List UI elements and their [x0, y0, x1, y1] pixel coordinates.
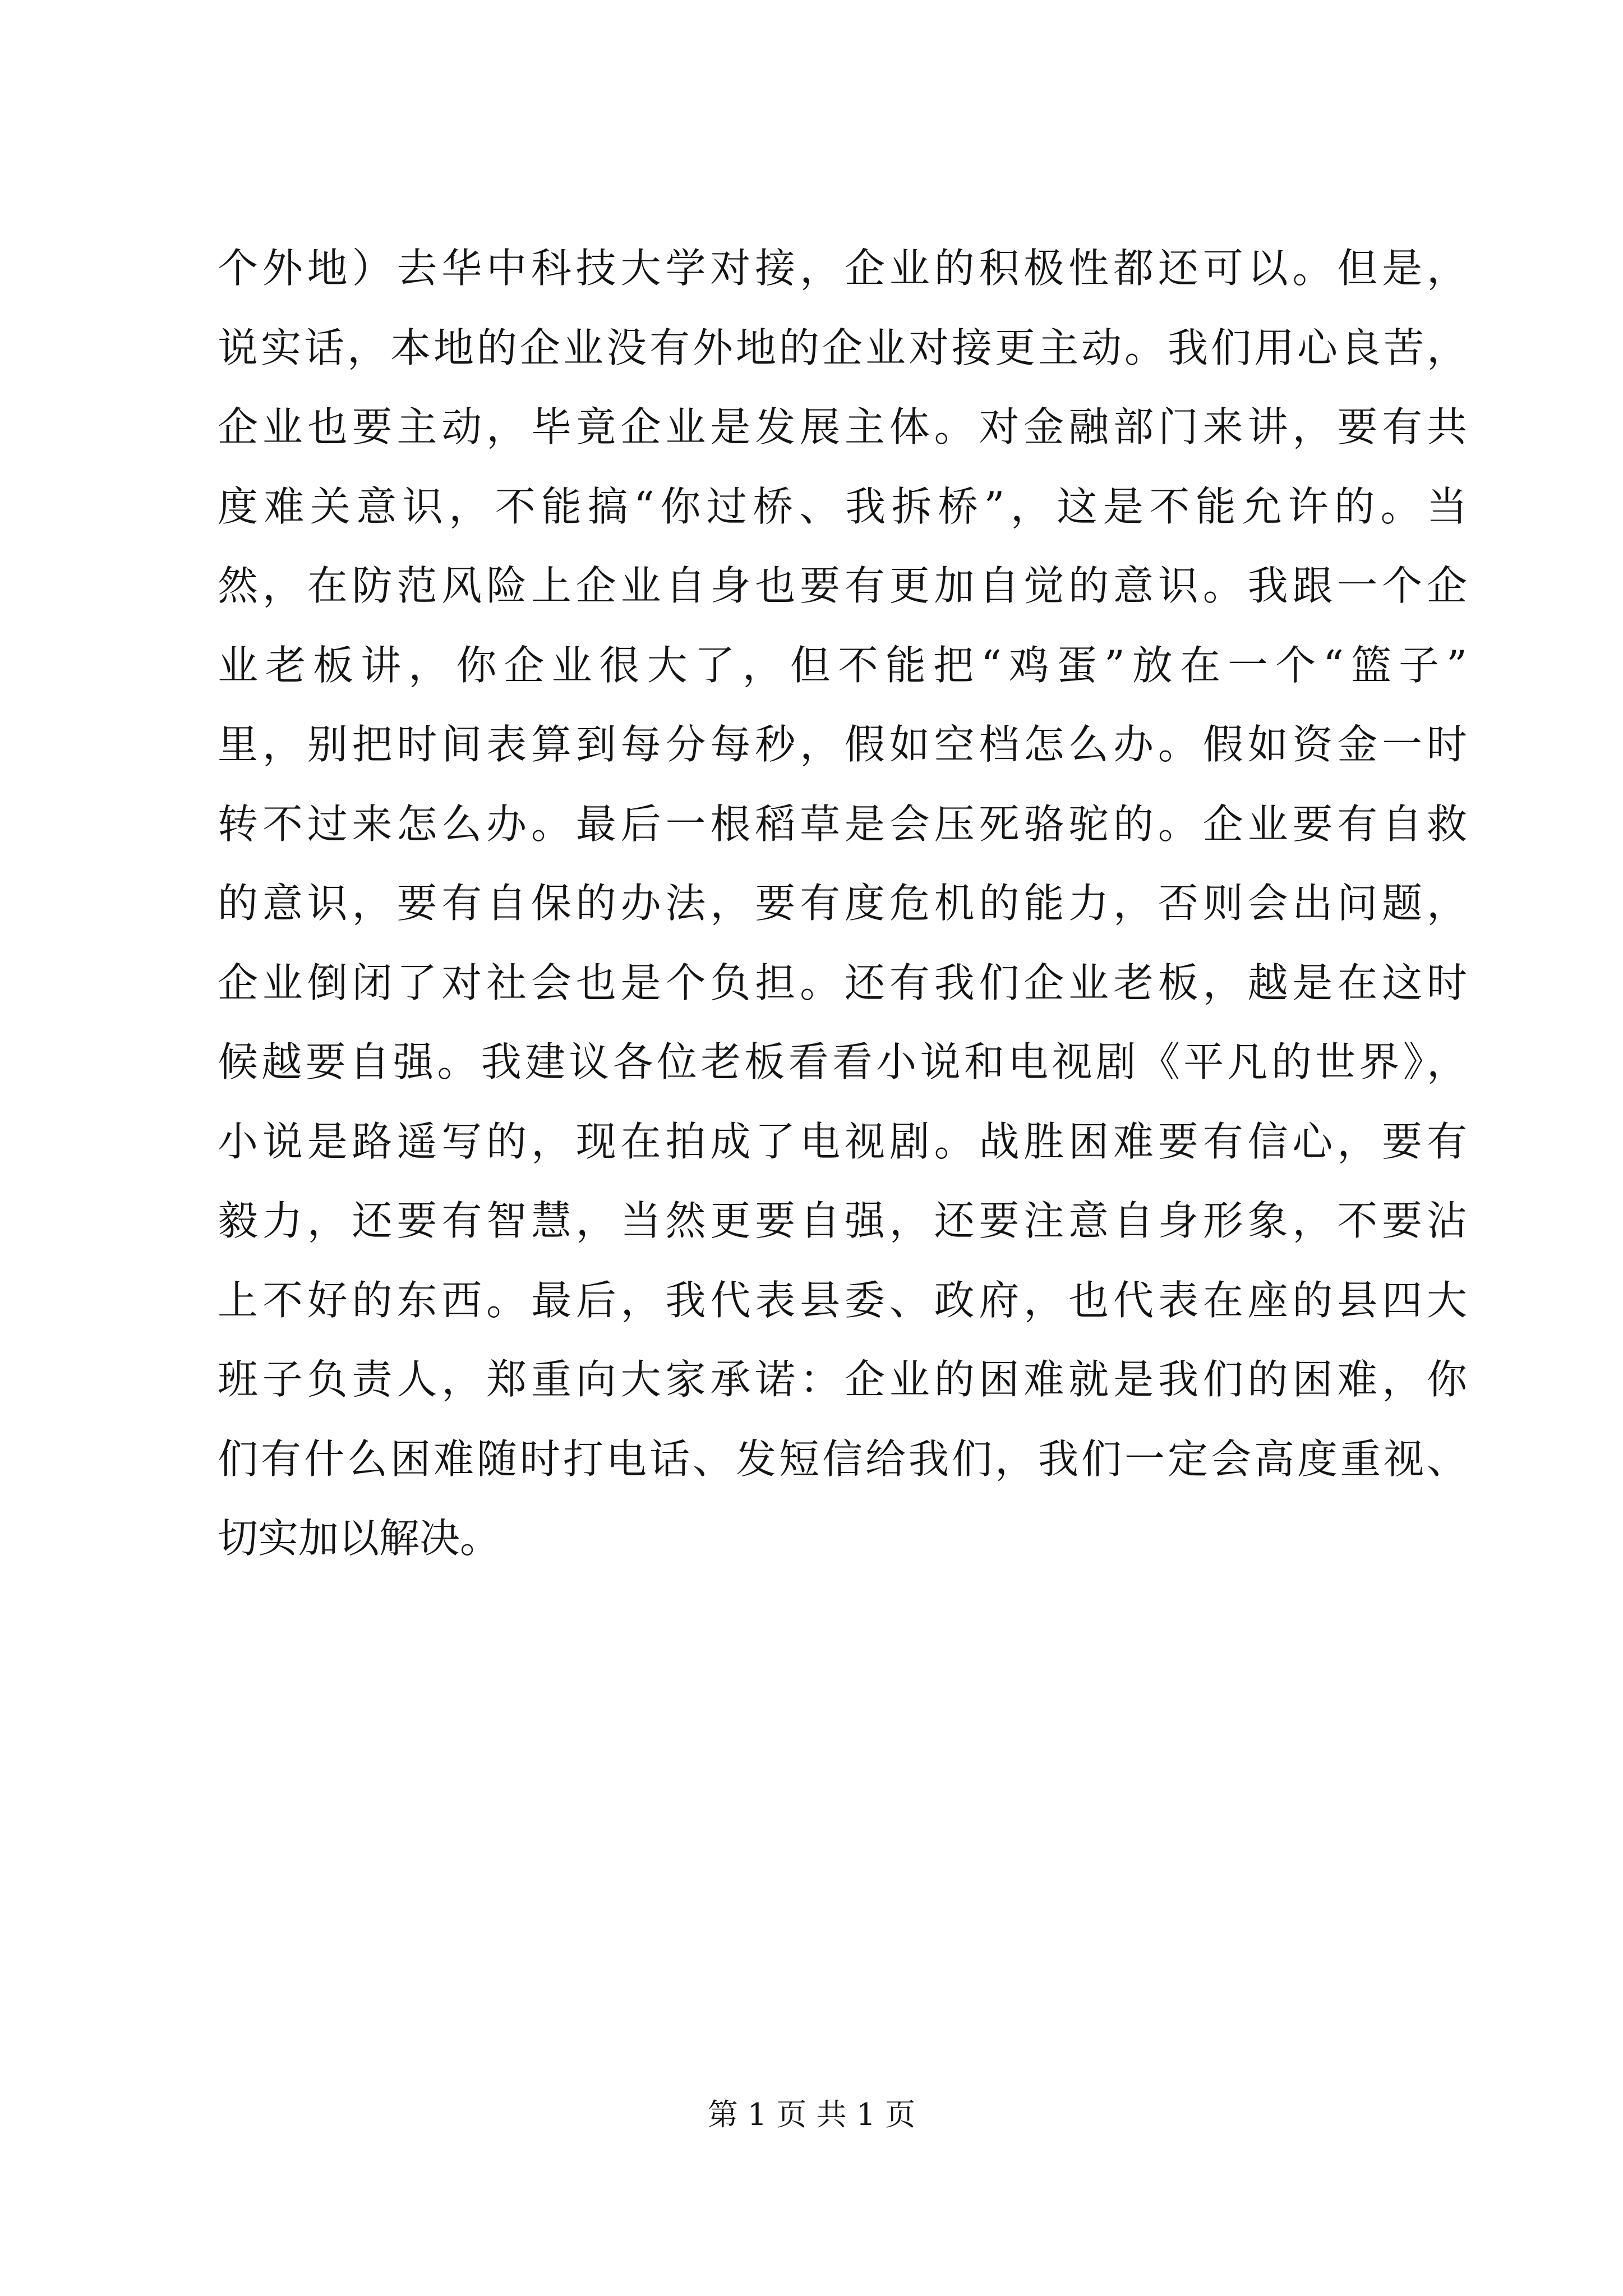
text-line: 们有什么困难随时打电话、发短信给我们，我们一定会高度重视、 [218, 1435, 1467, 1483]
text-line: 企业倒闭了对社会也是个负担。还有我们企业老板，越是在这时 [218, 959, 1467, 1006]
text-line: 度难关意识，不能搞“你过桥、我拆桥”，这是不能允许的。当 [218, 482, 1467, 530]
text-line: 毅力，还要有智慧，当然更要自强，还要注意自身形象，不要沾 [218, 1197, 1467, 1244]
text-line: 说实话，本地的企业没有外地的企业对接更主动。我们用心良苦， [218, 324, 1467, 371]
text-line: 业老板讲，你企业很大了，但不能把“鸡蛋”放在一个“篮子” [218, 641, 1467, 689]
text-line: 班子负责人，郑重向大家承诺：企业的困难就是我们的困难，你 [218, 1356, 1467, 1403]
page-footer [0, 2095, 1623, 2134]
page-number: 第 1 页 共 1 页 [707, 2097, 916, 2132]
text-line: 候越要自强。我建议各位老板看看小说和电视剧《平凡的世界》， [218, 1038, 1467, 1085]
text-line: 个外地）去华中科技大学对接，企业的积极性都还可以。但是， [218, 245, 1467, 292]
text-line: 然，在防范风险上企业自身也要有更加自觉的意识。我跟一个企 [218, 562, 1467, 609]
text-line: 小说是路遥写的，现在拍成了电视剧。战胜困难要有信心，要有 [218, 1117, 1467, 1165]
text-line: 转不过来怎么办。最后一根稻草是会压死骆驼的。企业要有自救 [218, 800, 1467, 848]
text-line: 的意识，要有自保的办法，要有度危机的能力，否则会出问题， [218, 880, 1467, 927]
text-line: 上不好的东西。最后，我代表县委、政府，也代表在座的县四大 [218, 1276, 1467, 1324]
text-line: 切实加以解决。 [218, 1515, 501, 1562]
text-line: 企业也要主动，毕竟企业是发展主体。对金融部门来讲，要有共 [218, 403, 1467, 450]
body-paragraph [218, 229, 1467, 1579]
text-line: 里，别把时间表算到每分每秒，假如空档怎么办。假如资金一时 [218, 721, 1467, 768]
